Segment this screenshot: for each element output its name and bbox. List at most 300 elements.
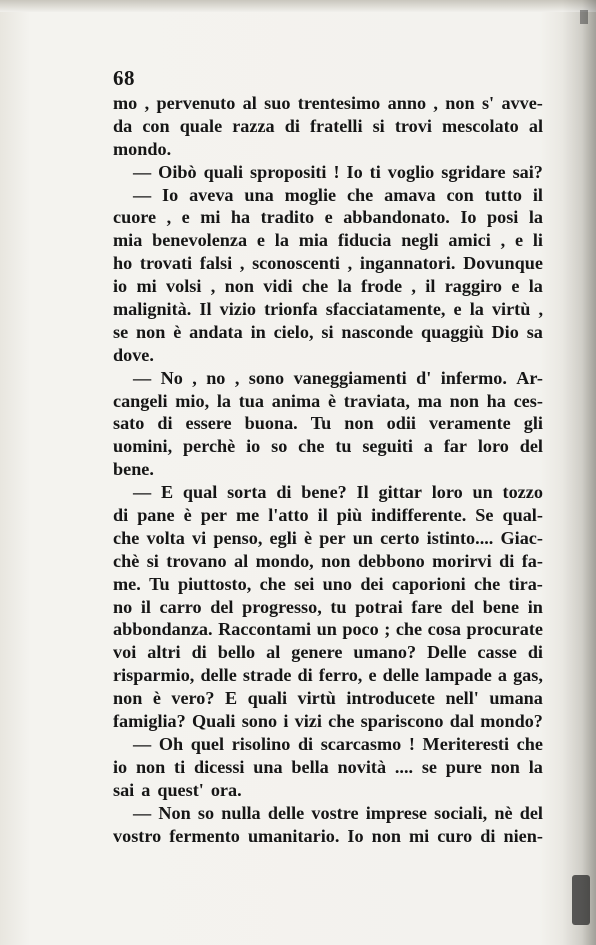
word: sai <box>113 779 135 800</box>
word: di <box>276 482 292 503</box>
word: , <box>192 367 197 388</box>
word: egli <box>269 527 297 548</box>
word: ora. <box>210 779 242 800</box>
word: bene? <box>301 482 347 503</box>
word: penso, <box>213 527 263 548</box>
word: umana <box>489 688 543 709</box>
word: Oibò <box>158 161 197 182</box>
word: Tu <box>149 573 170 594</box>
word: di <box>480 825 496 846</box>
word: che <box>328 711 355 732</box>
word: ti <box>369 161 381 182</box>
word: virtù <box>491 299 531 320</box>
word: introducete <box>346 688 435 709</box>
word: carro <box>159 596 202 617</box>
word: gli <box>523 413 543 434</box>
word: , <box>538 299 543 320</box>
word: non <box>321 550 351 571</box>
word: al <box>266 642 281 663</box>
text-line <box>113 412 543 435</box>
word: quest' <box>157 779 204 800</box>
word: gittar <box>378 482 422 503</box>
word: quali <box>247 688 288 709</box>
word: tutto <box>484 184 523 205</box>
word: no <box>113 596 133 617</box>
word: più <box>336 505 363 526</box>
word: infermo. <box>440 367 507 388</box>
word: — <box>133 184 152 205</box>
word: Dio <box>491 321 519 342</box>
word: che <box>298 436 325 457</box>
word: trovano <box>166 550 227 571</box>
word: al <box>234 550 249 571</box>
word: avve- <box>501 93 543 113</box>
text-line <box>113 550 543 573</box>
text-line <box>113 252 543 275</box>
word: casse <box>477 642 517 663</box>
word: si <box>146 550 159 571</box>
word: raggiro <box>444 276 502 297</box>
word: per <box>319 527 346 548</box>
word: al <box>528 115 543 136</box>
word: ma <box>417 390 442 411</box>
word: il <box>140 596 151 617</box>
text-line <box>113 481 543 504</box>
word: , <box>144 93 150 113</box>
text-line <box>113 298 543 321</box>
word: so <box>271 436 288 457</box>
word: mescolato <box>441 115 519 136</box>
text-line <box>113 275 543 298</box>
word: E <box>160 482 174 503</box>
word: strade <box>242 665 292 686</box>
word: il <box>425 276 436 297</box>
word: la <box>337 276 352 297</box>
text-line <box>113 161 543 184</box>
word: Raccontami <box>218 619 312 640</box>
text-line <box>113 779 543 802</box>
word: mondo. <box>113 138 172 159</box>
text-line <box>113 733 543 756</box>
word: sono <box>248 367 285 388</box>
word: di <box>113 505 129 526</box>
word: ho <box>113 253 133 274</box>
word: trionfa <box>264 299 318 320</box>
word: ! <box>408 733 415 754</box>
word: che <box>473 573 501 594</box>
word: anno <box>387 93 427 113</box>
text-line <box>113 802 543 825</box>
word: novità <box>337 756 387 777</box>
word: con <box>446 184 474 205</box>
word: progresso, <box>242 596 322 617</box>
text-line <box>113 710 543 733</box>
word: quel <box>190 733 225 754</box>
word: una <box>253 756 283 777</box>
word: fratelli <box>310 115 363 136</box>
word: , <box>411 276 416 297</box>
word: dicessi <box>193 756 245 777</box>
word: virtù <box>297 688 336 709</box>
text-line <box>113 435 543 458</box>
word: di <box>284 115 300 136</box>
word: a <box>497 665 507 686</box>
word: nè <box>494 802 513 823</box>
word: ! <box>333 161 340 182</box>
word: andata <box>189 321 243 342</box>
word: ha <box>486 390 506 411</box>
word: cuore <box>113 207 157 228</box>
text-line <box>113 367 543 390</box>
word: spariscono <box>360 711 444 732</box>
word: E <box>224 688 238 709</box>
word: nell' <box>445 688 479 709</box>
word: in <box>250 321 266 342</box>
word: risparmio, <box>113 665 195 686</box>
word: traviata, <box>343 390 410 411</box>
word: trovi <box>394 115 432 136</box>
word: potrai <box>355 596 403 617</box>
word: è <box>152 688 161 709</box>
word: fare <box>411 596 443 617</box>
word: — <box>133 802 152 823</box>
word: Quali <box>191 711 236 732</box>
word: volta <box>146 527 185 548</box>
word: vostro <box>113 825 162 846</box>
word: moglie <box>284 184 337 205</box>
word: scarcasmo <box>320 733 402 754</box>
word: di <box>297 665 313 686</box>
word: se <box>113 321 129 342</box>
text-line <box>113 115 543 138</box>
word: vizi <box>294 711 322 732</box>
word: uomini, <box>113 436 173 457</box>
text-line <box>113 687 543 710</box>
word: me <box>235 505 260 526</box>
word: in <box>527 596 543 617</box>
word: non <box>136 321 166 342</box>
word: bene <box>482 596 520 617</box>
word: dove. <box>113 344 154 365</box>
word: amici <box>448 230 491 251</box>
word: istinto.... <box>426 527 494 548</box>
word: caporioni <box>391 573 466 594</box>
word: mia <box>113 230 143 251</box>
word: sei <box>294 573 315 594</box>
word: dal <box>449 711 474 732</box>
word: è <box>304 527 313 548</box>
word: io <box>246 436 261 457</box>
word: nasconde <box>341 321 414 342</box>
word: un <box>352 527 373 548</box>
text-line <box>113 92 543 115</box>
word: con <box>142 115 170 136</box>
word: uno <box>322 573 352 594</box>
word: non <box>135 756 166 777</box>
word: ti <box>174 756 186 777</box>
word: Ar- <box>516 367 543 388</box>
word: lampade <box>425 665 492 686</box>
word: Tu <box>310 413 332 434</box>
word: umano? <box>353 642 417 663</box>
word: Il <box>199 299 212 320</box>
text-line <box>113 206 543 229</box>
word: debbono <box>357 550 425 571</box>
word: malignità. <box>113 299 192 320</box>
word: tu <box>335 436 352 457</box>
word: non <box>445 93 475 113</box>
binding-mark <box>572 875 590 925</box>
word: sorta <box>227 482 267 503</box>
word: , <box>433 93 438 113</box>
word: sa <box>526 321 543 342</box>
word: vizio <box>219 299 257 320</box>
word: posi <box>486 207 519 228</box>
word: del <box>210 596 234 617</box>
word: non <box>113 688 143 709</box>
word: loro <box>477 436 509 457</box>
word: se <box>421 756 437 777</box>
text-line <box>113 229 543 252</box>
word: benevolenza <box>152 230 248 251</box>
word: che <box>395 619 423 640</box>
word: cangeli <box>113 390 168 411</box>
word: e <box>256 230 265 251</box>
word: tua <box>238 390 264 411</box>
word: ha <box>230 207 251 228</box>
word: Non <box>158 802 191 823</box>
word: la <box>528 276 543 297</box>
word: di <box>191 642 207 663</box>
word: a <box>423 436 433 457</box>
word: pervenuto <box>156 93 236 113</box>
word: di <box>527 642 543 663</box>
word: si <box>372 115 385 136</box>
word: non <box>224 276 254 297</box>
word: sato <box>113 413 145 434</box>
word: — <box>133 161 152 182</box>
word: non <box>371 825 401 846</box>
text-line <box>113 138 543 161</box>
word: da <box>113 115 133 136</box>
word: una <box>244 184 274 205</box>
text-line <box>113 458 543 481</box>
word: al <box>242 93 257 113</box>
word: — <box>133 482 152 503</box>
word: nulla <box>221 802 261 823</box>
word: sono <box>241 711 278 732</box>
word: mondo, <box>255 550 314 571</box>
word: vi <box>192 527 207 548</box>
word: che <box>259 573 286 594</box>
word: umanitario. <box>247 825 340 846</box>
word: sfacciatamente, <box>325 299 446 320</box>
word: non <box>490 756 520 777</box>
word: tozzo <box>502 482 543 503</box>
word: un <box>316 619 337 640</box>
word: voglio <box>387 161 435 182</box>
binding-gutter-shadow <box>562 0 596 945</box>
body-text <box>113 92 543 847</box>
word: si <box>321 321 334 342</box>
word: trovati <box>139 253 193 274</box>
word: famiglia? <box>113 711 186 732</box>
word: vostre <box>311 802 359 823</box>
word: e <box>514 230 524 251</box>
word: s' <box>481 93 495 113</box>
word: che <box>301 276 329 297</box>
word: so <box>197 802 215 823</box>
word: — <box>133 733 152 754</box>
word: mia <box>298 230 329 251</box>
word: e <box>181 207 190 228</box>
word: Io <box>460 207 477 228</box>
word: i <box>283 711 289 732</box>
word: a <box>141 779 151 800</box>
word: per <box>200 505 227 526</box>
word: ces- <box>513 390 543 411</box>
word: fermento <box>169 825 240 846</box>
word: che <box>346 184 374 205</box>
word: il <box>532 184 543 205</box>
word: Giac- <box>500 527 543 548</box>
word: veramente <box>428 413 511 434</box>
word: ingannatori. <box>359 253 456 274</box>
word: , <box>210 276 216 297</box>
text-line <box>113 756 543 779</box>
word: gas, <box>513 665 543 686</box>
word: , <box>234 367 240 388</box>
word: di <box>499 550 515 571</box>
word: sgridare <box>441 161 506 182</box>
word: altri <box>147 642 181 663</box>
word: procurate <box>466 619 543 640</box>
binding-mark-top <box>580 10 588 24</box>
word: risolino <box>231 733 291 754</box>
word: è <box>173 321 182 342</box>
word: del <box>519 436 543 457</box>
word: spropositi <box>250 161 327 182</box>
word: che <box>113 527 140 548</box>
word: buona. <box>244 413 298 434</box>
word: mo <box>113 93 138 113</box>
text-line <box>113 390 543 413</box>
word: falsi <box>199 253 233 274</box>
word: suo <box>264 93 291 113</box>
word: qual <box>182 482 218 503</box>
word: bene. <box>113 459 154 480</box>
word: abbondanza. <box>113 619 213 640</box>
text-line <box>113 618 543 641</box>
word: qual- <box>502 505 543 526</box>
word: la <box>274 230 289 251</box>
word: mi <box>200 207 221 228</box>
word: abbandonato. <box>343 207 450 228</box>
word: di <box>297 733 314 754</box>
word: io <box>113 756 128 777</box>
word: , <box>239 253 245 274</box>
word: loro <box>431 482 463 503</box>
word: la <box>216 390 232 411</box>
word: bello <box>217 642 256 663</box>
word: anima <box>271 390 321 411</box>
word: e <box>368 665 377 686</box>
word: mondo? <box>480 711 543 732</box>
word: seguiti <box>362 436 413 457</box>
word: Oh <box>158 733 184 754</box>
word: tu <box>330 596 347 617</box>
word: , <box>166 207 172 228</box>
word: bella <box>291 756 329 777</box>
word: la <box>528 207 543 228</box>
text-line <box>113 664 543 687</box>
text-line <box>113 184 543 207</box>
word: morirvi <box>432 550 492 571</box>
word: curo <box>437 825 473 846</box>
word: sociali, <box>434 802 488 823</box>
word: sai? <box>512 161 543 182</box>
word: poco <box>342 619 379 640</box>
word: e <box>324 207 333 228</box>
word: delle <box>200 665 237 686</box>
word: fa- <box>521 550 543 571</box>
word: il <box>317 505 328 526</box>
word: un <box>472 482 493 503</box>
word: fiducia <box>337 230 392 251</box>
word: aveva <box>189 184 234 205</box>
word: trentesimo <box>297 93 381 113</box>
text-line <box>113 321 543 344</box>
word: che <box>516 733 543 754</box>
word: ferro, <box>318 665 363 686</box>
word: ; <box>384 619 391 640</box>
word: odii <box>386 413 416 434</box>
word: dei <box>360 573 384 594</box>
word: Se <box>475 505 494 526</box>
word: far <box>443 436 467 457</box>
word: Il <box>356 482 369 503</box>
word: delle <box>267 802 305 823</box>
text-line <box>113 825 543 848</box>
text-line <box>113 596 543 619</box>
word: è <box>327 390 337 411</box>
word: delle <box>382 665 419 686</box>
word: pure <box>445 756 482 777</box>
word: non <box>449 390 479 411</box>
word: non <box>344 413 374 434</box>
word: razza <box>232 115 275 136</box>
text-line <box>113 641 543 664</box>
word: io <box>113 276 128 297</box>
text-line <box>113 504 543 527</box>
word: tradito <box>260 207 315 228</box>
word: la <box>469 299 484 320</box>
word: tira- <box>508 573 543 594</box>
word: , <box>347 253 353 274</box>
word: No <box>160 367 183 388</box>
word: certo <box>380 527 420 548</box>
word: sconoscenti <box>252 253 340 274</box>
word: Io <box>347 825 364 846</box>
word: del <box>450 596 475 617</box>
word: , <box>500 230 506 251</box>
word: mi <box>408 825 430 846</box>
text-line <box>113 344 543 367</box>
word: e <box>511 276 520 297</box>
word: piuttosto, <box>177 573 252 594</box>
word: quaggiù <box>421 321 484 342</box>
text-line <box>113 573 543 596</box>
